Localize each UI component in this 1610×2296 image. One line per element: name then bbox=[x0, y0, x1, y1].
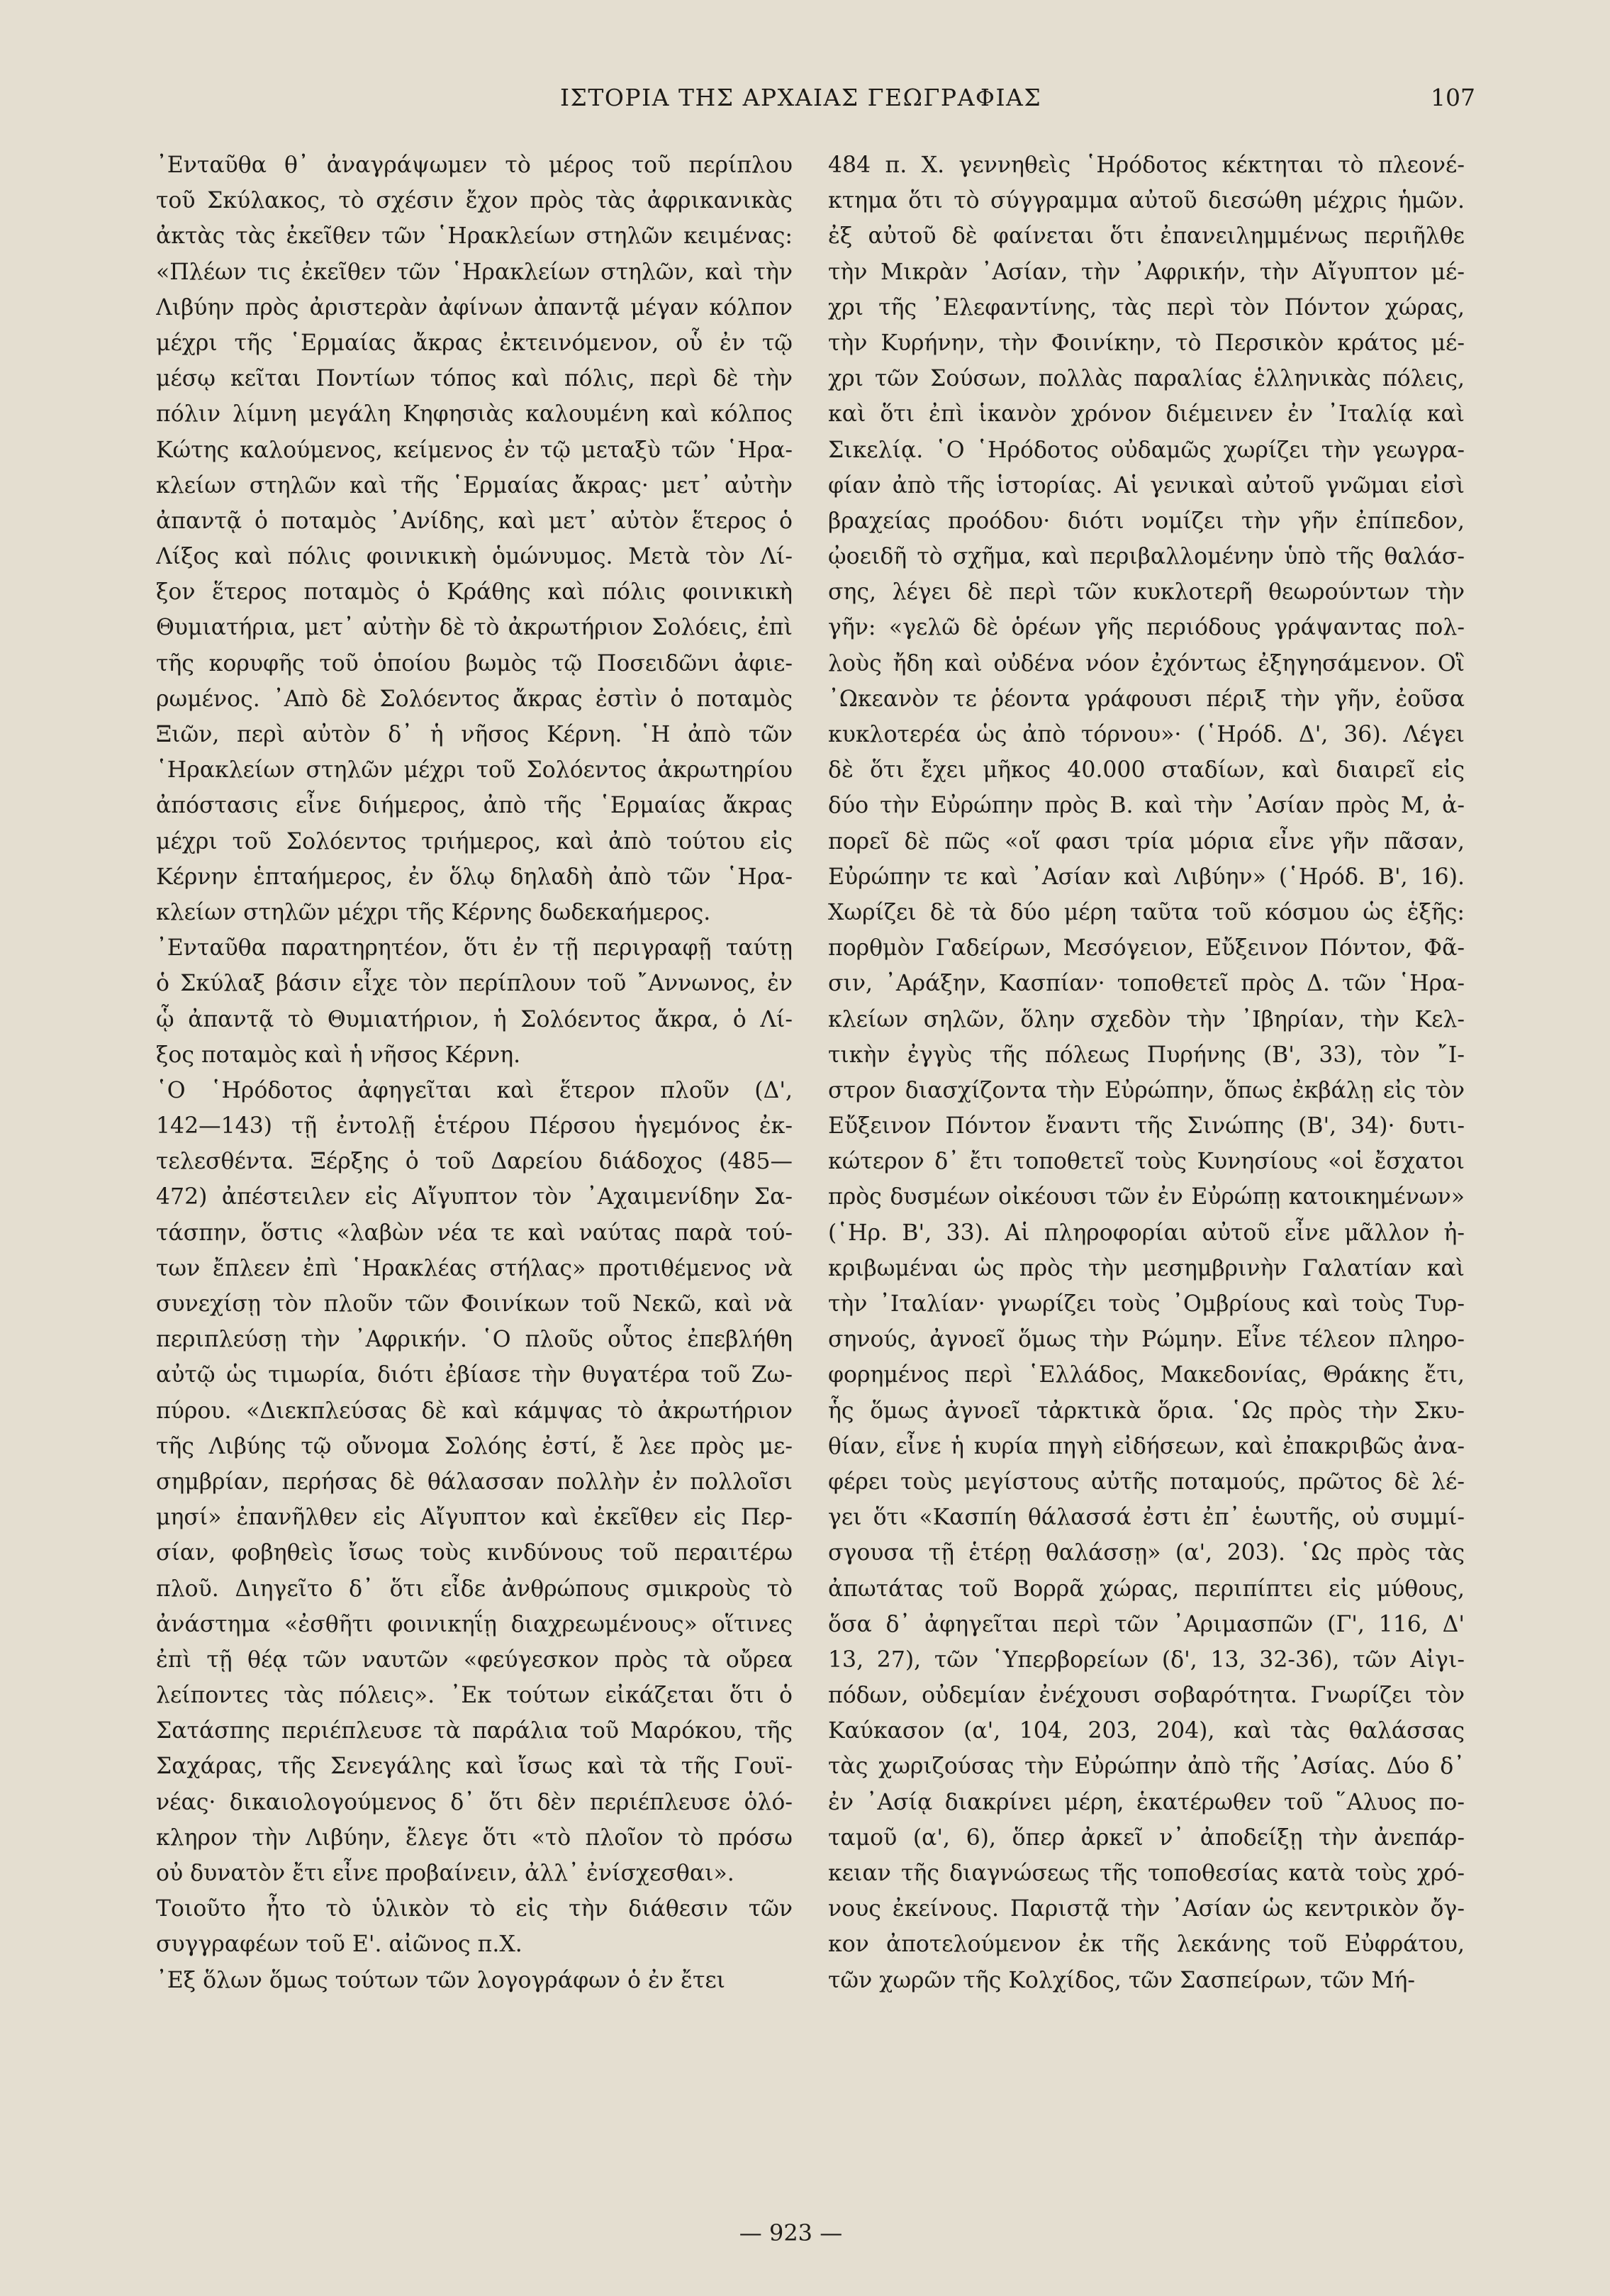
text-line: τῶν χωρῶν τῆς Κολχίδος, τῶν Σασπείρων, τῶν Μή- bbox=[828, 1967, 1415, 1993]
text-line: (῾Ηρ. Β', 33). Αἱ πληροφορίαι αὐτοῦ εἶνε μᾶλλον ἠ- bbox=[828, 1220, 1465, 1246]
text-line: τὴν Κυρήνην, τὴν Φοινίκην, τὸ Περσικὸν κράτος μέ- bbox=[828, 330, 1465, 356]
page-number: 107 bbox=[1431, 84, 1475, 111]
text-line: ᾿Ωκεανὸν τε ῥέοντα γράφουσι πέριξ τὴν γῆν, ἐοῦσα bbox=[828, 686, 1465, 712]
text-line: των ἔπλεεν ἐπὶ ῾Ηρακλέας στήλας» προτιθέμενος νὰ bbox=[156, 1255, 793, 1281]
text-line: γῆν: «γελῶ δὲ ὁρέων γῆς περιόδους γράψαντας πολ- bbox=[828, 615, 1465, 641]
text-line: πλοῦ. Διηγεῖτο δ᾿ ὅτι εἶδε ἀνθρώπους σμικροὺς τὸ bbox=[156, 1576, 793, 1602]
text-line: χρι τῶν Σούσων, πολλὰς παραλίας ἑλληνικὰς πόλεις, bbox=[828, 366, 1465, 392]
text-line: ἐξ αὐτοῦ δὲ φαίνεται ὅτι ἐπανειλημμένως περιῆλθε bbox=[828, 223, 1465, 250]
text-line: Σατάσπης περιέπλευσε τὰ παράλια τοῦ Μαρόκου, τῆς bbox=[156, 1718, 793, 1744]
text-line: σης, λέγει δὲ περὶ τῶν κυκλοτερῆ θεωρούντων τὴν bbox=[828, 579, 1465, 606]
text-line: Τοιοῦτο ἦτο τὸ ὑλικὸν τὸ εἰς τὴν διάθεσιν τῶν bbox=[156, 1896, 793, 1922]
text-line: Χωρίζει δὲ τὰ δύο μέρη ταῦτα τοῦ κόσμου ὡς ἑξῆς: bbox=[828, 899, 1465, 925]
text-line: βραχείας προόδου· διότι νομίζει τὴν γῆν ἐπίπεδον, bbox=[828, 508, 1465, 534]
text-line: «Πλέων τις ἐκεῖθεν τῶν ῾Ηρακλείων στηλῶν, καὶ τὴν bbox=[156, 259, 793, 285]
text-line: ῾Ηρακλείων στηλῶν μέχρι τοῦ Σολόεντος ἀκρωτηρίου bbox=[156, 757, 793, 784]
text-line: 484 π. Χ. γεννηθεὶς ῾Ηρόδοτος κέκτηται τὸ πλεονέ- bbox=[828, 152, 1465, 178]
text-line: Κώτης καλούμενος, κείμενος ἐν τῷ μεταξὺ τῶν ῾Ηρα- bbox=[156, 437, 793, 463]
text-line: κλείων στηλῶν μέχρι τῆς Κέρνης δωδεκαήμερος. bbox=[156, 899, 711, 925]
text-line: κτημα ὅτι τὸ σύγγραμμα αὐτοῦ διεσώθη μέχρις ἡμῶν. bbox=[828, 188, 1465, 214]
text-line: κλείων στηλῶν καὶ τῆς ῾Ερμαίας ἄκρας· μετ᾿ αὐτὴν bbox=[156, 472, 793, 498]
text-line: ἀπαντᾷ ὁ ποταμὸς ᾿Ανίδης, καὶ μετ᾿ αὐτὸν ἕτερος ὁ bbox=[156, 508, 793, 534]
text-line: αὐτῷ ὡς τιμωρία, διότι ἐβίασε τὴν θυγατέρα τοῦ Ζω- bbox=[156, 1362, 793, 1388]
text-line: ξον ἕτερος ποταμὸς ὁ Κράθης καὶ πόλις φοινικικὴ bbox=[156, 579, 793, 606]
text-line: χρι τῆς ᾿Ελεφαντίνης, τὰς περὶ τὸν Πόντον χώρας, bbox=[828, 294, 1465, 321]
text-line: πορεῖ δὲ πῶς «οἵ φασι τρία μόρια εἶνε γῆν πᾶσαν, bbox=[828, 828, 1465, 854]
text-line: πρὸς δυσμέων οἰκέουσι τῶν ἐν Εὐρώπῃ κατοικημένων» bbox=[828, 1184, 1465, 1210]
text-line: συνεχίσῃ τὸν πλοῦν τῶν Φοινίκων τοῦ Νεκῶ, καὶ νὰ bbox=[156, 1291, 793, 1317]
text-line: Σικελίᾳ. ῾Ο ῾Ηρόδοτος οὐδαμῶς χωρίζει τὴν γεωγρα- bbox=[828, 437, 1465, 463]
text-line: ᾿Εξ ὅλων ὅμως τούτων τῶν λογογράφων ὁ ἐν ἔτει bbox=[156, 1967, 726, 1993]
text-line: τὰς χωριζούσας τὴν Εὐρώπην ἀπὸ τῆς ᾿Ασίας. Δύο δ᾿ bbox=[828, 1754, 1465, 1780]
text-line: τῆς κορυφῆς τοῦ ὁποίου βωμὸς τῷ Ποσειδῶνι ἀφιε- bbox=[156, 650, 793, 676]
text-line: σίαν, φοβηθεὶς ἴσως τοὺς κινδύνους τοῦ περαιτέρω bbox=[156, 1540, 793, 1566]
running-header bbox=[0, 84, 1610, 126]
text-line: ταμοῦ (α', 6), ὅπερ ἀρκεῖ ν᾿ ἀποδείξῃ τὴν ἀνεπάρ- bbox=[828, 1824, 1465, 1851]
text-line: ρωμένος. ᾿Απὸ δὲ Σολόεντος ἄκρας ἐστὶν ὁ ποταμὸς bbox=[156, 686, 793, 712]
text-line: πόλιν λίμνη μεγάλη Κηφησιὰς καλουμένη καὶ κόλπος bbox=[156, 401, 793, 428]
text-line: ἐπὶ τῇ θέᾳ τῶν ναυτῶν «φεύγεσκον πρὸς τὰ οὔρεα bbox=[156, 1646, 793, 1673]
text-line: τικὴν ἐγγὺς τῆς πόλεως Πυρήνης (Β', 33), τὸν ῎Ι- bbox=[828, 1042, 1465, 1068]
text-line: στρον διασχίζοντα τὴν Εὐρώπην, ὅπως ἐκβάλῃ εἰς τὸν bbox=[828, 1077, 1465, 1103]
text-line: Λιβύην πρὸς ἀριστερὰν ἀφίνων ἀπαντᾷ μέγαν κόλπον bbox=[156, 294, 793, 321]
text-line: τὴν Μικρὰν ᾿Ασίαν, τὴν ᾿Αφρικήν, τὴν Αἴγυπτον μέ- bbox=[828, 259, 1465, 285]
text-line: τὴν ᾿Ιταλίαν· γνωρίζει τοὺς ᾿Ομβρίους καὶ τοὺς Τυρ- bbox=[828, 1291, 1465, 1317]
text-line: Εὔξεινον Πόντον ἔναντι τῆς Σινώπης (Β', 34)· δυτι- bbox=[828, 1113, 1465, 1139]
text-line: δὲ ὅτι ἔχει μῆκος 40.000 σταδίων, καὶ διαιρεῖ εἰς bbox=[828, 757, 1465, 784]
text-line: Κέρνην ἑπταήμερος, ἐν ὅλῳ δηλαδὴ ἀπὸ τῶν ῾Ηρα- bbox=[156, 864, 793, 890]
folio-number: — 923 — bbox=[739, 2219, 843, 2246]
text-line: κριβωμέναι ὡς πρὸς τὴν μεσημβρινὴν Γαλατίαν καὶ bbox=[828, 1255, 1465, 1281]
text-line: μέχρι τῆς ῾Ερμαίας ἄκρας ἐκτεινόμενον, οὗ ἐν τῷ bbox=[156, 330, 793, 356]
text-line: ξος ποταμὸς καὶ ἡ νῆσος Κέρνη. bbox=[156, 1042, 521, 1068]
text-line: πόδων, οὐδεμίαν ἐνέχουσι σοβαρότητα. Γνωρίζει τὸν bbox=[828, 1683, 1465, 1709]
text-line: ᾿Ενταῦθα παρατηρητέον, ὅτι ἐν τῇ περιγραφῇ ταύτῃ bbox=[156, 935, 793, 962]
text-line: ἀνάστημα «ἐσθῆτι φοινικηΐῃ διαχρεωμένους» οἵτινες bbox=[156, 1611, 793, 1637]
text-line: Θυμιατήρια, μετ᾿ αὐτὴν δὲ τὸ ἀκρωτήριον Σολόεις, ἐπὶ bbox=[156, 615, 793, 641]
text-line: Εὐρώπην τε καὶ ᾿Ασίαν καὶ Λιβύην» (῾Ηρόδ. Β', 16). bbox=[828, 864, 1465, 890]
text-line: περιπλεύσῃ τὴν ᾿Αφρικήν. ῾Ο πλοῦς οὗτος ἐπεβλήθη bbox=[156, 1327, 793, 1353]
text-line: Σαχάρας, τῆς Σενεγάλης καὶ ἴσως καὶ τὰ τῆς Γουϊ- bbox=[156, 1754, 793, 1780]
text-line: πύρου. «Διεκπλεύσας δὲ καὶ κάμψας τὸ ἀκρωτήριον bbox=[156, 1398, 793, 1424]
text-line: ῾Ο ῾Ηρόδοτος ἀφηγεῖται καὶ ἕτερον πλοῦν (Δ', bbox=[156, 1077, 793, 1103]
text-line: τῆς Λιβύης τῷ οὔνομα Σολόης ἐστί, ἔ λεε πρὸς με- bbox=[156, 1433, 793, 1459]
text-line: μέχρι τοῦ Σολόεντος τριήμερος, καὶ ἀπὸ τούτου εἰς bbox=[156, 828, 793, 854]
text-line: οὐ δυνατὸν ἔτι εἶνε προβαίνειν, ἀλλ᾿ ἐνίσχεσθαι». bbox=[156, 1861, 734, 1886]
text-line: κληρον τὴν Λιβύην, ἔλεγε ὅτι «τὸ πλοῖον τὸ πρόσω bbox=[156, 1824, 793, 1851]
text-line: μησί» ἐπανῆλθεν εἰς Αἴγυπτον καὶ ἐκεῖθεν εἰς Περ- bbox=[156, 1505, 793, 1531]
text-line: τάσπην, ὅστις «λαβὼν νέα τε καὶ ναύτας παρὰ τού- bbox=[156, 1220, 793, 1246]
text-line: πορθμὸν Γαδείρων, Μεσόγειον, Εὔξεινον Πόντον, Φᾶ- bbox=[828, 935, 1465, 962]
folio-footer bbox=[0, 2219, 1610, 2246]
text-line: μέσῳ κεῖται Ποντίων τόπος καὶ πόλις, περὶ δὲ τὴν bbox=[156, 366, 793, 392]
text-line: ἧς ὅμως ἀγνοεῖ τἀρκτικὰ ὅρια. ῾Ως πρὸς τὴν Σκυ- bbox=[828, 1398, 1465, 1424]
text-line: δύο τὴν Εὐρώπην πρὸς Β. καὶ τὴν ᾿Ασίαν πρὸς Μ, ἀ- bbox=[828, 793, 1465, 819]
text-line: κειαν τῆς διαγνώσεως τῆς τοποθεσίας κατὰ τοὺς χρό- bbox=[828, 1861, 1465, 1886]
text-line: κον ἀποτελούμενον ἐκ τῆς λεκάνης τοῦ Εὐφράτου, bbox=[828, 1932, 1465, 1958]
text-line: 13, 27), τῶν ῾Υπερβορείων (δ', 13, 32-36), τῶν Αἰγι- bbox=[828, 1646, 1465, 1673]
text-line: σιν, ᾿Αράξην, Κασπίαν· τοποθετεῖ πρὸς Δ. τῶν ῾Ηρα- bbox=[828, 971, 1465, 997]
text-line: φορημένος περὶ ῾Ελλάδος, Μακεδονίας, Θράκης ἔτι, bbox=[828, 1362, 1465, 1388]
text-line: γει ὅτι «Κασπίη θάλασσά ἐστι ἐπ᾿ ἑωυτῆς, οὐ συμμί- bbox=[828, 1505, 1465, 1531]
text-line: τοῦ Σκύλακος, τὸ σχέσιν ἔχον πρὸς τὰς ἀφρικανικὰς bbox=[156, 188, 793, 214]
left-text-column bbox=[156, 147, 793, 1998]
text-line: 142—143) τῇ ἐντολῇ ἑτέρου Πέρσου ἡγεμόνος ἐκ- bbox=[156, 1113, 793, 1139]
text-line: ἐν ᾿Ασίᾳ διακρίνει μέρη, ἑκατέρωθεν τοῦ ῞Αλυος πο- bbox=[828, 1789, 1465, 1815]
text-line: Λίξος καὶ πόλις φοινικικὴ ὁμώνυμος. Μετὰ τὸν Λί- bbox=[156, 544, 793, 570]
text-line: νους ἐκείνους. Παριστᾷ τὴν ᾿Ασίαν ὡς κεντρικὸν ὄγ- bbox=[828, 1896, 1465, 1922]
text-line: νέας· δικαιολογούμενος δ᾿ ὅτι δὲν περιέπλευσε ὁλό- bbox=[156, 1789, 793, 1815]
text-line: λείποντες τὰς πόλεις». ᾿Εκ τούτων εἰκάζεται ὅτι ὁ bbox=[156, 1683, 793, 1709]
text-line: σγουσα τῇ ἑτέρῃ θαλάσσῃ» (α', 203). ῾Ως πρὸς τὰς bbox=[828, 1540, 1465, 1566]
text-line: ᾠοειδῆ τὸ σχῆμα, καὶ περιβαλλομένην ὑπὸ τῆς θαλάσ- bbox=[828, 544, 1465, 570]
text-line: σηνούς, ἀγνοεῖ ὅμως τὴν Ρώμην. Εἶνε τέλεον πληρο- bbox=[828, 1327, 1465, 1353]
text-line: φίαν ἀπὸ τῆς ἱστορίας. Αἱ γενικαὶ αὐτοῦ γνῶμαι εἰσὶ bbox=[828, 472, 1465, 498]
text-line: σημβρίαν, περήσας δὲ θάλασσαν πολλὴν ἐν πολλοῖσι bbox=[156, 1469, 793, 1495]
text-line: λοὺς ἤδη καὶ οὐδένα νόον ἐχόντως ἐξηγησάμενον. Οἳ bbox=[828, 650, 1465, 676]
text-line: θίαν, εἶνε ἡ κυρία πηγὴ εἰδήσεων, καὶ ἐπακριβῶς ἀνα- bbox=[828, 1433, 1465, 1459]
right-text-column bbox=[828, 147, 1465, 1998]
text-line: ὅσα δ᾿ ἀφηγεῖται περὶ τῶν ᾿Αριμασπῶν (Γ', 116, Δ' bbox=[828, 1611, 1465, 1637]
text-line: φέρει τοὺς μεγίστους αὐτῆς ποταμούς, πρῶτος δὲ λέ- bbox=[828, 1469, 1465, 1495]
text-line: ὁ Σκύλαξ βάσιν εἶχε τὸν περίπλουν τοῦ ῎Αννωνος, ἐν bbox=[156, 971, 793, 997]
running-title: ΙΣΤΟΡΙΑ ΤΗΣ ΑΡΧΑΙΑΣ ΓΕΩΓΡΑΦΙΑΣ bbox=[560, 84, 1042, 111]
text-line: τελεσθέντα. Ξέρξης ὁ τοῦ Δαρείου διάδοχος (485— bbox=[156, 1149, 793, 1175]
text-line: ἀπόστασις εἶνε διήμερος, ἀπὸ τῆς ῾Ερμαίας ἄκρας bbox=[156, 793, 793, 819]
text-line: συγγραφέων τοῦ Ε'. αἰῶνος π.Χ. bbox=[156, 1932, 522, 1958]
text-line: καὶ ὅτι ἐπὶ ἱκανὸν χρόνον διέμεινεν ἐν ᾿Ιταλίᾳ καὶ bbox=[828, 401, 1465, 428]
text-line: Καύκασον (α', 104, 203, 204), καὶ τὰς θαλάσσας bbox=[828, 1718, 1465, 1744]
text-line: ᾿Ενταῦθα θ᾿ ἀναγράψωμεν τὸ μέρος τοῦ περίπλου bbox=[156, 152, 793, 178]
text-line: ᾧ ἀπαντᾷ τὸ Θυμιατήριον, ἡ Σολόεντος ἄκρα, ὁ Λί- bbox=[156, 1006, 793, 1032]
text-line: κώτερον δ᾿ ἔτι τοποθετεῖ τοὺς Κυνησίους «οἱ ἔσχατοι bbox=[828, 1149, 1465, 1175]
text-line: Ξιῶν, περὶ αὐτὸν δ᾿ ἡ νῆσος Κέρνη. ῾Η ἀπὸ τῶν bbox=[156, 722, 793, 747]
text-line: 472) ἀπέστειλεν εἰς Αἴγυπτον τὸν ᾿Αχαιμενίδην Σα- bbox=[156, 1184, 793, 1210]
text-line: κυκλοτερέα ὡς ἀπὸ τόρνου»· (῾Ηρόδ. Δ', 36). Λέγει bbox=[828, 722, 1465, 747]
text-line: ἀπωτάτας τοῦ Βορρᾶ χώρας, περιπίπτει εἰς μύθους, bbox=[828, 1576, 1465, 1602]
text-line: κλείων σηλῶν, ὅλην σχεδὸν τὴν ᾿Ιβηρίαν, τὴν Κελ- bbox=[828, 1006, 1465, 1032]
text-line: ἀκτὰς τὰς ἐκεῖθεν τῶν ῾Ηρακλείων στηλῶν κειμένας: bbox=[156, 223, 793, 250]
